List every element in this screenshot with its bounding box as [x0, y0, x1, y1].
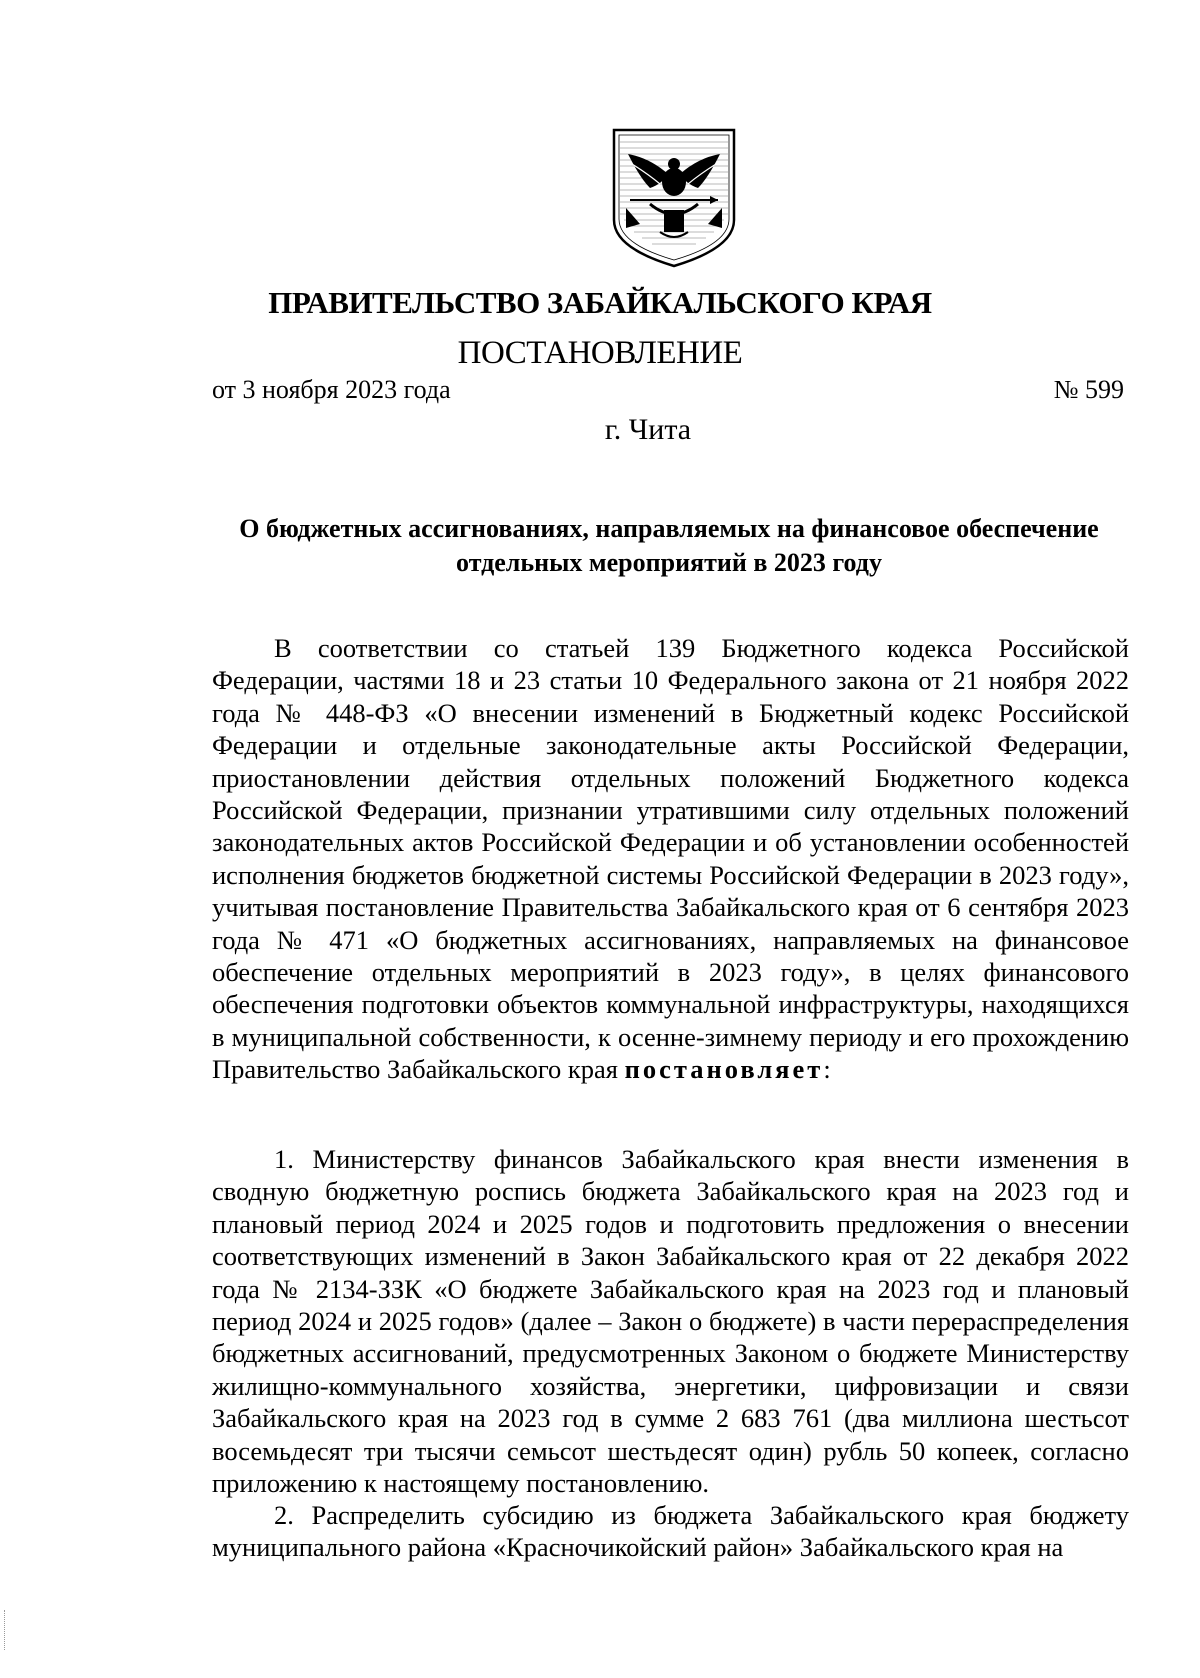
document-type: ПОСТАНОВЛЕНИЕ — [457, 335, 743, 371]
coat-of-arms-icon — [610, 128, 738, 268]
document-title-line-2: отдельных мероприятий в 2023 году — [456, 548, 882, 577]
document-title-line-1: О бюджетных ассигнованиях, направляемых на финансовое обеспечение — [239, 514, 1099, 543]
document-date: от 3 ноября 2023 года — [212, 375, 451, 404]
item-1-paragraph: 1. Министерству финансов Забайкальского края внести изменения в сводную бюджетную роспись бюджета Забайкальского края на 2023 год и плановый период 2024 и 2025 годов и подготовить предложения о внесении соответствующих изменений в Закон Забайкальского края от 22 декабря 2022 года № 2134-ЗЗК «О бюджете Забайкальского края на 2023 год и плановый период 2024 и 2025 годов» (далее – Закон о бюджете) в части перераспределения бюджетных ассигнований, предусмотренных Законом о бюджете Министерству жилищно-коммунального хозяйства, энергетики, цифровизации и связи Забайкальского края на 2023 год в сумме 2 683 761 (два миллиона шестьсот восемьдесят три тысячи семьсот шестьдесят один) рубль 50 копеек, согласно приложению к настоящему постановлению. — [212, 1144, 1129, 1499]
government-name: ПРАВИТЕЛЬСТВО ЗАБАЙКАЛЬСКОГО КРАЯ — [268, 285, 932, 320]
preamble-text: В соответствии со статьей 139 Бюджетного кодекса Российской Федерации, частями 18 и 23 статьи 10 Федерального закона от 21 ноября 2022 года № 448-ФЗ «О внесении изменений в Бюджетный кодекс Российской Федерации и отдельные законодательные акты Российской Федерации, приостановлении действия отдельных положений Бюджетного кодекса Российской Федерации, признании утратившими силу отдельных положений законодательных актов Российской Федерации и об установлении особенностей исполнения бюджетов бюджетной системы Российской Федерации в 2023 году», учитывая постановление Правительства Забайкальского края от 6 сентября 2023 года № 471 «О бюджетных ассигнованиях, направляемых на финансовое обеспечение отдельных мероприятий в 2023 году», в целях финансового обеспечения подготовки объектов коммунальной инфраструктуры, находящихся в муниципальной собственности, к осенне-зимнему периоду и его прохождению Правительство Забайкальского края — [212, 633, 1129, 1085]
document-number: № 599 — [1053, 375, 1124, 404]
document-city: г. Чита — [604, 413, 692, 446]
decree-colon: : — [823, 1054, 831, 1085]
preamble-paragraph — [212, 632, 1129, 1086]
item-2-paragraph: 2. Распределить субсидию из бюджета Забайкальского края бюджету муниципального района «Красночикойский район» Забайкальского края на — [212, 1500, 1129, 1563]
decree-word: постановляет — [624, 1054, 824, 1085]
document-title — [210, 512, 1128, 580]
scan-edge-mark — [4, 1610, 7, 1650]
